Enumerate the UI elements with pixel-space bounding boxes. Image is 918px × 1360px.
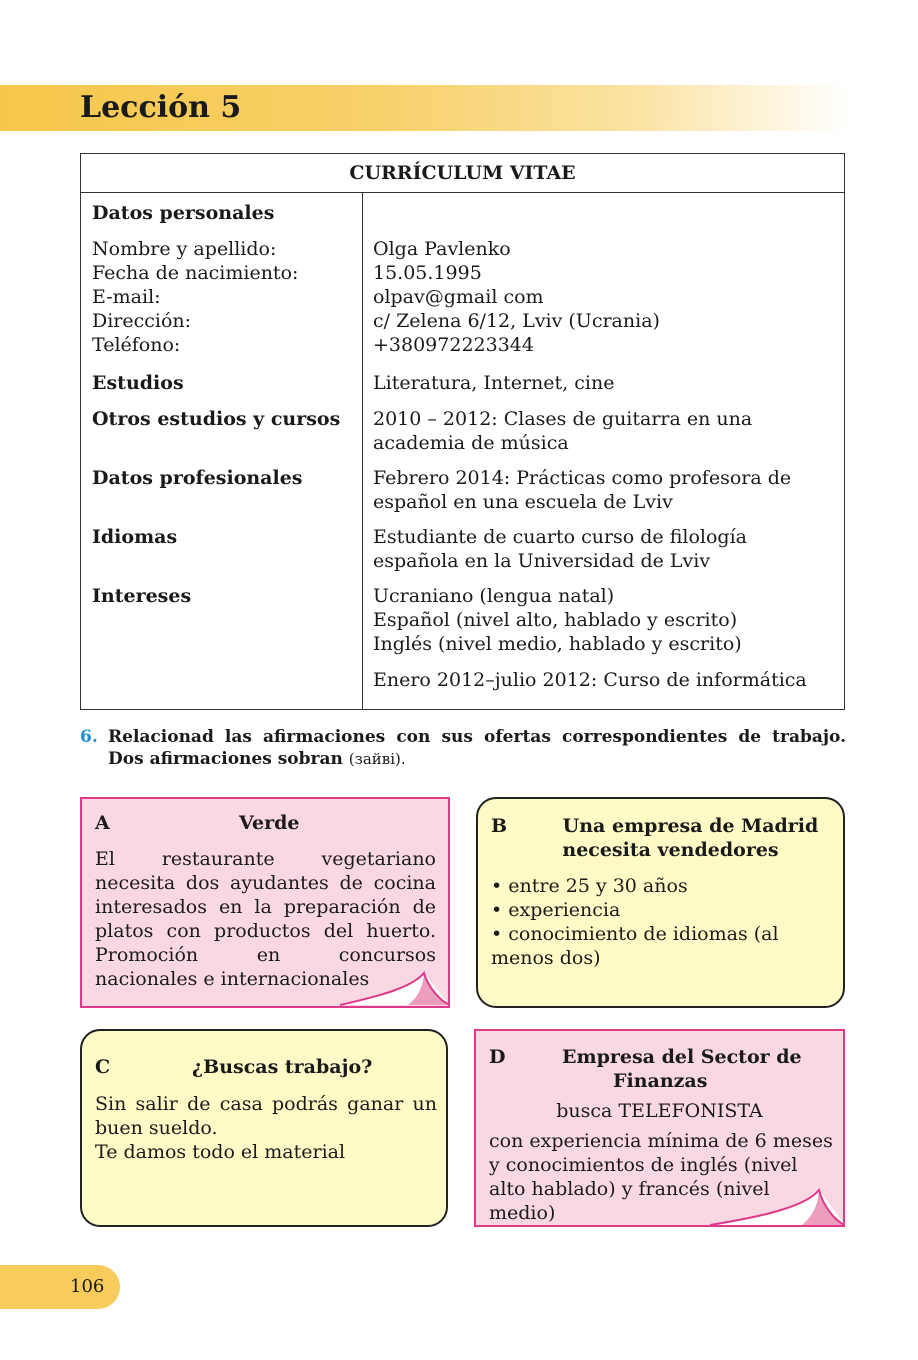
page-curl-icon	[706, 1166, 845, 1227]
cv-section-value-line: Inglés (nivel medio, hablado y escrito)	[373, 633, 742, 655]
cv-field-label: Nombre y apellido:	[92, 238, 277, 260]
cv-extra: Enero 2012–julio 2012: Curso de informática	[373, 669, 807, 691]
ad-d	[474, 1029, 845, 1227]
task-note: (зайві).	[348, 750, 406, 768]
lesson-title: Lección 5	[80, 90, 242, 125]
ad-a	[80, 797, 450, 1008]
ad-b-title-line1: Una empresa de Madrid	[562, 815, 819, 837]
cv-field-value: olpav@gmail com	[373, 286, 544, 308]
page-number-tab	[0, 1265, 120, 1309]
cv-section-label: Datos profesionales	[92, 467, 303, 489]
cv-field-label: Fecha de nacimiento:	[92, 262, 299, 284]
cv-field-value: Olga Pavlenko	[373, 238, 511, 260]
cv-field-value: +380972223344	[373, 334, 534, 356]
ad-d-title-line1: Empresa del Sector de	[562, 1046, 802, 1068]
page-number: 106	[70, 1276, 105, 1297]
task-instructions	[108, 726, 846, 770]
task-text: Relacionad las afirmaciones con sus ofertas correspondientes de trabajo. Dos afirmaciones sobran	[108, 727, 846, 769]
cv-field-label: E-mail:	[92, 286, 161, 308]
ad-c-body: Sin salir de casa podrás ganar un buen sueldo.	[95, 1093, 437, 1139]
ad-b-item: • entre 25 y 30 años	[491, 875, 688, 897]
cv-section-label: Idiomas	[92, 526, 178, 548]
task-number: 6.	[80, 727, 98, 747]
cv-section-value: 2010 – 2012: Clases de guitarra en una academia de música	[373, 408, 753, 454]
cv-section-value: Febrero 2014: Prácticas como profesora de español en una escuela de Lviv	[373, 467, 792, 513]
task-6	[80, 726, 846, 770]
ad-c	[80, 1029, 448, 1227]
cv-column-divider	[362, 193, 363, 709]
ad-d-body: con experiencia mínima de 6 meses y conocimientos de inglés (nivel alto hablado) y francés (nivel medio)	[489, 1130, 833, 1224]
cv-section-value-line: Ucraniano (lengua natal)	[373, 585, 615, 607]
ad-d-subtitle: busca TELEFONISTA	[556, 1100, 763, 1122]
ad-a-letter: A	[95, 812, 110, 834]
ad-b-item: • conocimiento de idiomas (al menos dos)	[491, 923, 779, 969]
ad-b-item: • experiencia	[491, 899, 621, 921]
cv-personal-heading: Datos personales	[92, 202, 275, 224]
cv-section-label: Otros estudios y cursos	[92, 408, 341, 430]
cv-section-value: Estudiante de cuarto curso de filología española en la Universidad de Lviv	[373, 526, 747, 572]
ad-a-title: Verde	[239, 812, 300, 834]
page-curl-icon	[336, 947, 450, 1007]
cv-table	[80, 153, 845, 710]
cv-field-label: Dirección:	[92, 310, 192, 332]
cv-field-label: Teléfono:	[92, 334, 181, 356]
ad-d-title-line2: Finanzas	[613, 1070, 708, 1092]
ad-a-body: El restaurante vegetariano necesita dos ayudantes de cocina interesados en la preparación de platos con productos del huerto. Promoción en concursos nacionales e internacionales	[95, 848, 436, 990]
ad-c-title: ¿Buscas trabajo?	[192, 1056, 373, 1078]
cv-section-label: Intereses	[92, 585, 192, 607]
cv-section-value: Literatura, Internet, cine	[373, 372, 615, 394]
ad-d-letter: D	[489, 1046, 506, 1068]
ad-c-body2: Te damos todo el material	[95, 1141, 346, 1163]
cv-field-value: 15.05.1995	[373, 262, 482, 284]
cv-title: CURRÍCULUM VITAE	[81, 154, 844, 193]
ad-c-letter: C	[95, 1056, 111, 1078]
ad-b-title-line2: necesita vendedores	[562, 839, 779, 861]
cv-section-label: Estudios	[92, 372, 184, 394]
ad-b	[476, 797, 845, 1008]
cv-field-value: c/ Zelena 6/12, Lviv (Ucrania)	[373, 310, 660, 332]
cv-body	[81, 193, 844, 709]
ad-b-letter: B	[491, 815, 508, 837]
cv-section-value-line: Español (nivel alto, hablado y escrito)	[373, 609, 738, 631]
